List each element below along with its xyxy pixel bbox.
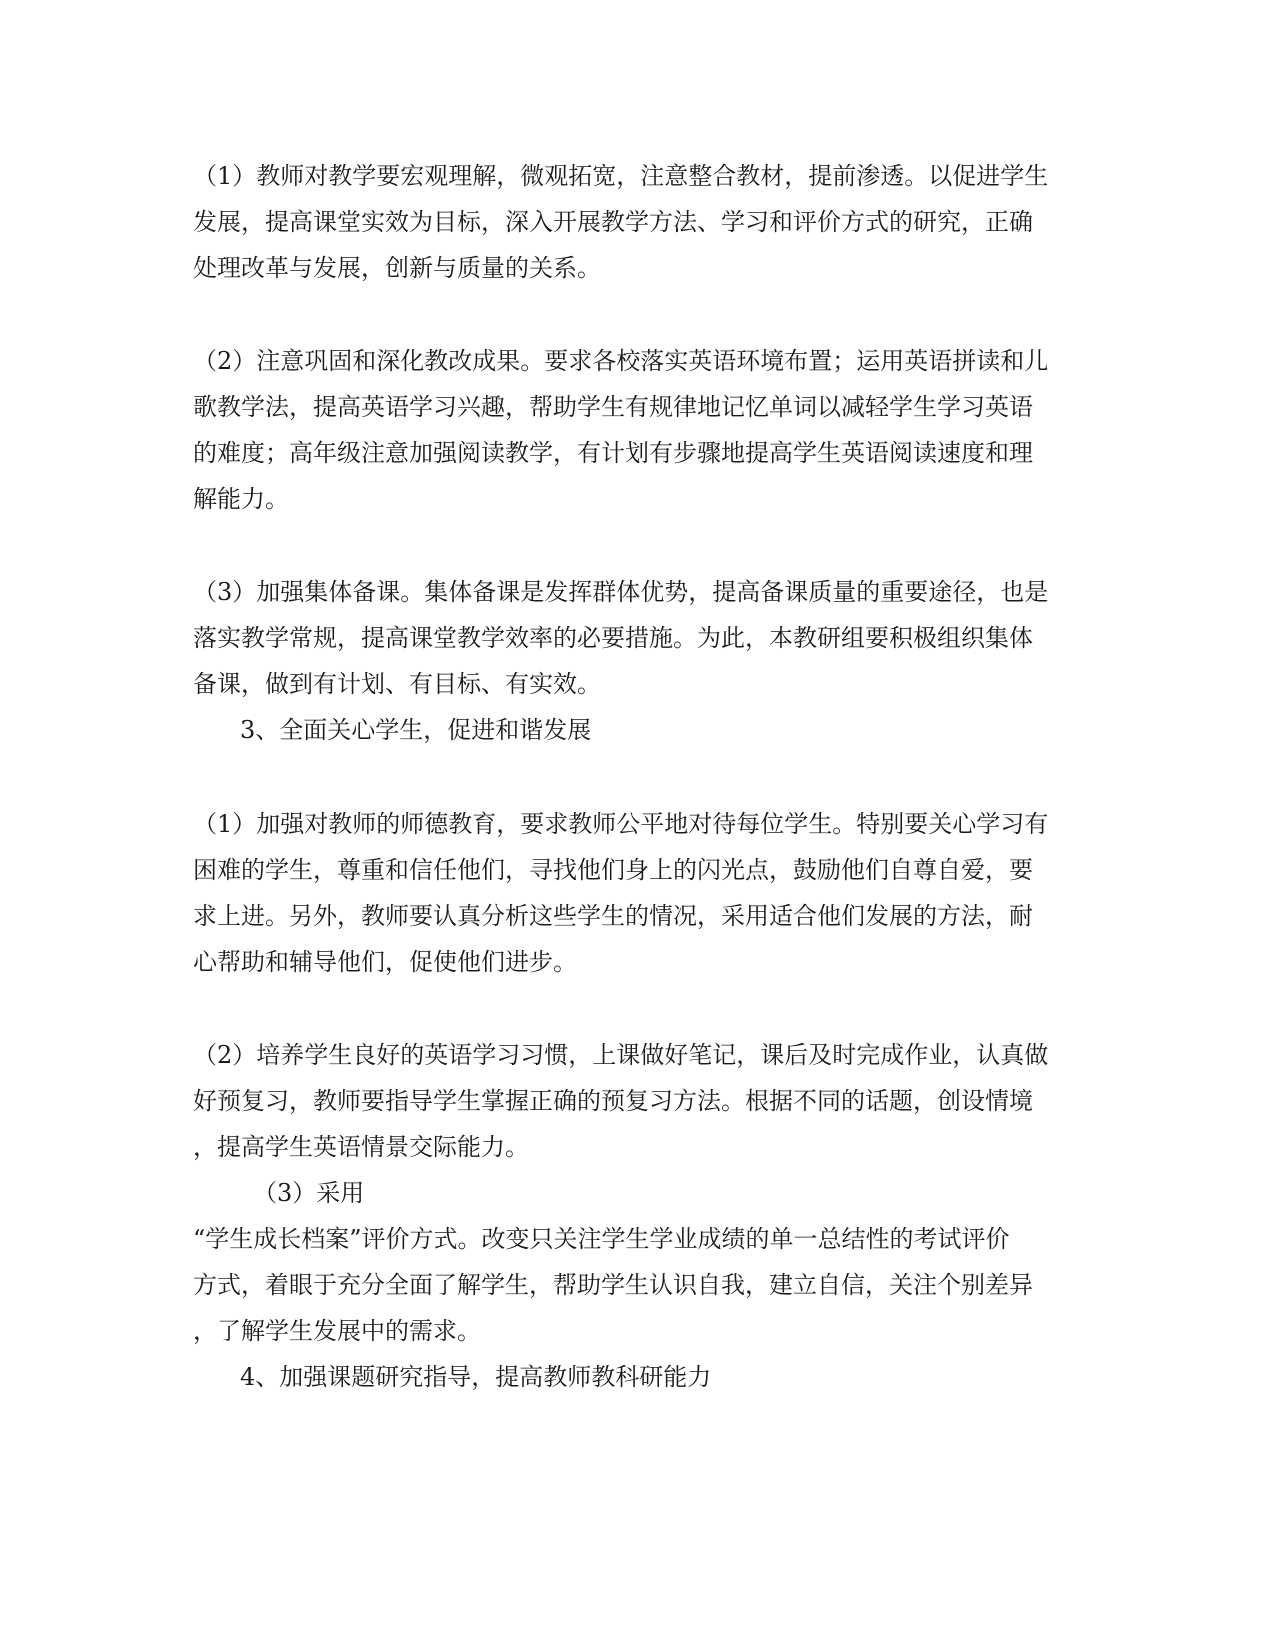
section-heading: 4、加强课题研究指导，提高教师教科研能力 [240,1363,712,1391]
text-line: 备课，做到有计划、有目标、有实效。 [193,670,601,698]
text-line: （1）加强对教师的师德教育，要求教师公平地对待每位学生。特别要关心学习有 [193,810,1049,838]
text-line: 好预复习，教师要指导学生掌握正确的预复习方法。根据不同的话题，创设情境 [193,1087,1033,1115]
text-line: ，了解学生发展中的需求。 [193,1317,481,1345]
text-line: （1）教师对教学要宏观理解，微观拓宽，注意整合教材，提前渗透。以促进学生 [193,162,1049,190]
text-line: 歌教学法，提高英语学习兴趣，帮助学生有规律地记忆单词以减轻学生学习英语 [193,393,1033,421]
text-line: ，提高学生英语情景交际能力。 [193,1133,529,1161]
text-line: （2）培养学生良好的英语学习习惯，上课做好笔记，课后及时完成作业，认真做 [193,1041,1049,1069]
text-line: （3）加强集体备课。集体备课是发挥群体优势，提高备课质量的重要途径，也是 [193,578,1049,606]
text-line: “学生成长档案”评价方式。改变只关注学生学业成绩的单一总结性的考试评价 [193,1225,1010,1253]
text-line: 求上进。另外，教师要认真分析这些学生的情况，采用适合他们发展的方法，耐 [193,902,1033,930]
text-line: 处理改革与发展，创新与质量的关系。 [193,254,601,282]
text-line: （2）注意巩固和深化教改成果。要求各校落实英语环境布置；运用英语拼读和儿 [193,347,1049,375]
section-heading: 3、全面关心学生，促进和谐发展 [240,716,592,744]
text-line: 心帮助和辅导他们，促使他们进步。 [193,948,577,976]
text-line: 发展，提高课堂实效为目标，深入开展教学方法、学习和评价方式的研究，正确 [193,208,1033,236]
text-line: 的难度；高年级注意加强阅读教学，有计划有步骤地提高学生英语阅读速度和理 [193,439,1033,467]
text-line: 方式，着眼于充分全面了解学生，帮助学生认识自我，建立自信，关注个别差异 [193,1271,1033,1299]
text-line: 困难的学生，尊重和信任他们，寻找他们身上的闪光点，鼓励他们自尊自爱，要 [193,856,1033,884]
text-line: 落实教学常规，提高课堂教学效率的必要措施。为此，本教研组要积极组织集体 [193,624,1033,652]
text-line: 解能力。 [193,485,289,513]
text-line: （3）采用 [253,1179,365,1207]
